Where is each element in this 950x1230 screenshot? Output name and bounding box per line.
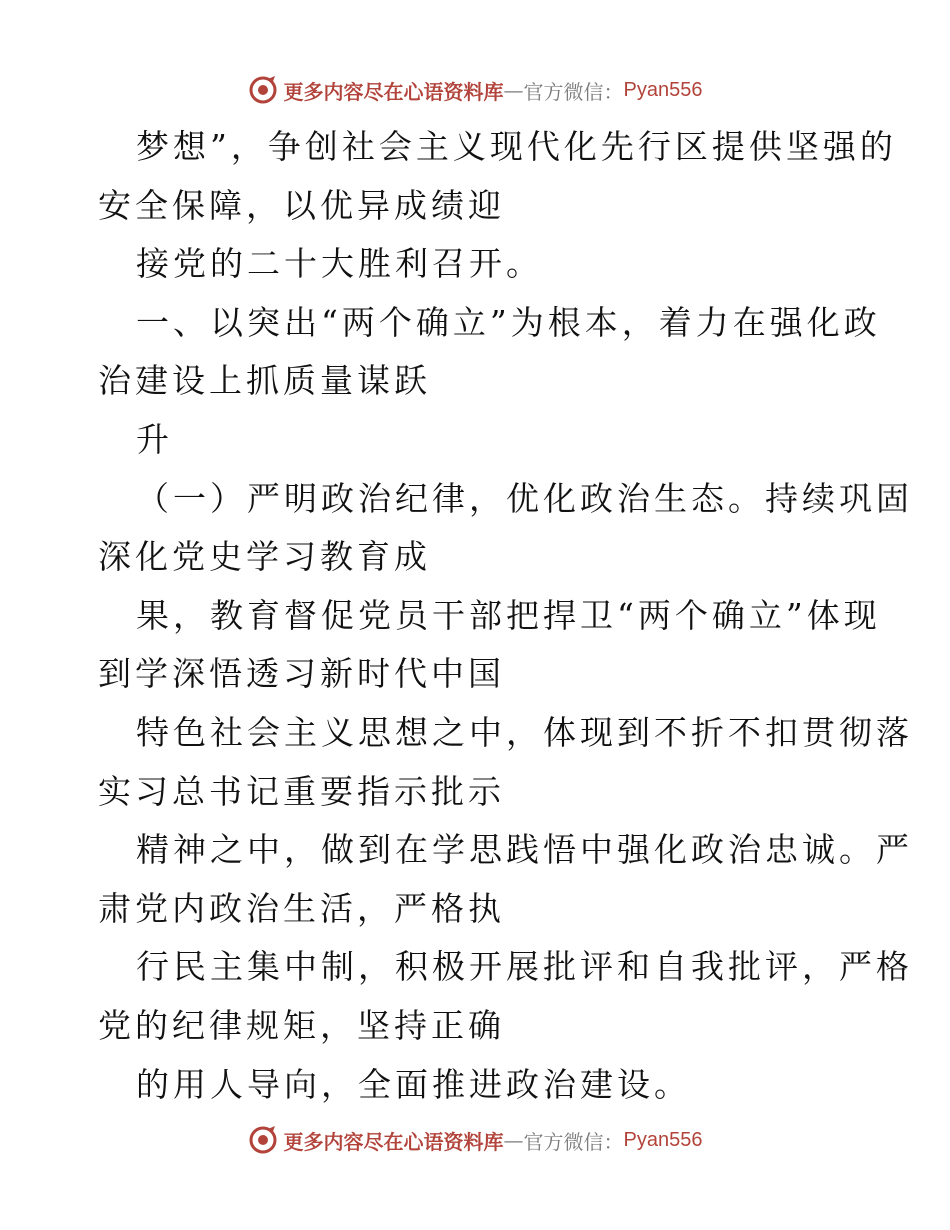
footer-watermark-banner [0,1120,950,1160]
body-line: 到学深悟透习新时代中国 [98,654,505,694]
body-line: 实习总书记重要指示批示 [98,771,505,811]
banner-site-text: 更多内容尽在心语资料库 [283,79,504,104]
body-line: 安全保障，以优异成绩迎 [98,185,505,225]
body-line: 接党的二十大胜利召开。 [136,244,543,284]
body-line: 的用人导向，全面推进政治建设。 [136,1064,691,1104]
banner-dash: — [503,1128,524,1152]
body-line: 深化党史学习教育成 [98,537,431,577]
section-heading: 一、以突出“两个确立”为根本，着力在强化政 [136,302,881,342]
body-line: 肃党内政治生活，严格执 [98,888,505,928]
body-line: 梦想”，争创社会主义现代化先行区提供坚强的 [136,127,897,166]
section-heading-continued: 升 [136,419,173,459]
banner-wechat-id: Pyan556 [623,1128,703,1151]
brand-logo-icon [248,1125,278,1155]
header-watermark-banner [0,70,950,110]
body-line: 果，教育督促党员干部把捍卫“两个确立”体现 [136,595,881,635]
body-line: 行民主集中制，积极开展批评和自我批评，严格 [136,947,913,987]
banner-wechat-label: 官方微信： [523,79,624,104]
document-body [98,118,913,1114]
banner-dash: — [503,78,524,102]
section-heading-continued: 治建设上抓质量谋跃 [98,361,431,401]
banner-wechat-id: Pyan556 [623,78,703,101]
subsection-heading: （一）严明政治纪律，优化政治生态。持续巩固 [136,478,913,518]
body-line: 精神之中，做到在学思践悟中强化政治忠诚。严 [136,830,913,870]
banner-wechat-label: 官方微信： [523,1129,624,1154]
banner-site-text: 更多内容尽在心语资料库 [283,1129,504,1154]
brand-logo-icon [248,75,278,105]
body-line: 特色社会主义思想之中，体现到不折不扣贯彻落 [136,712,913,752]
body-line: 党的纪律规矩，坚持正确 [98,1005,505,1045]
